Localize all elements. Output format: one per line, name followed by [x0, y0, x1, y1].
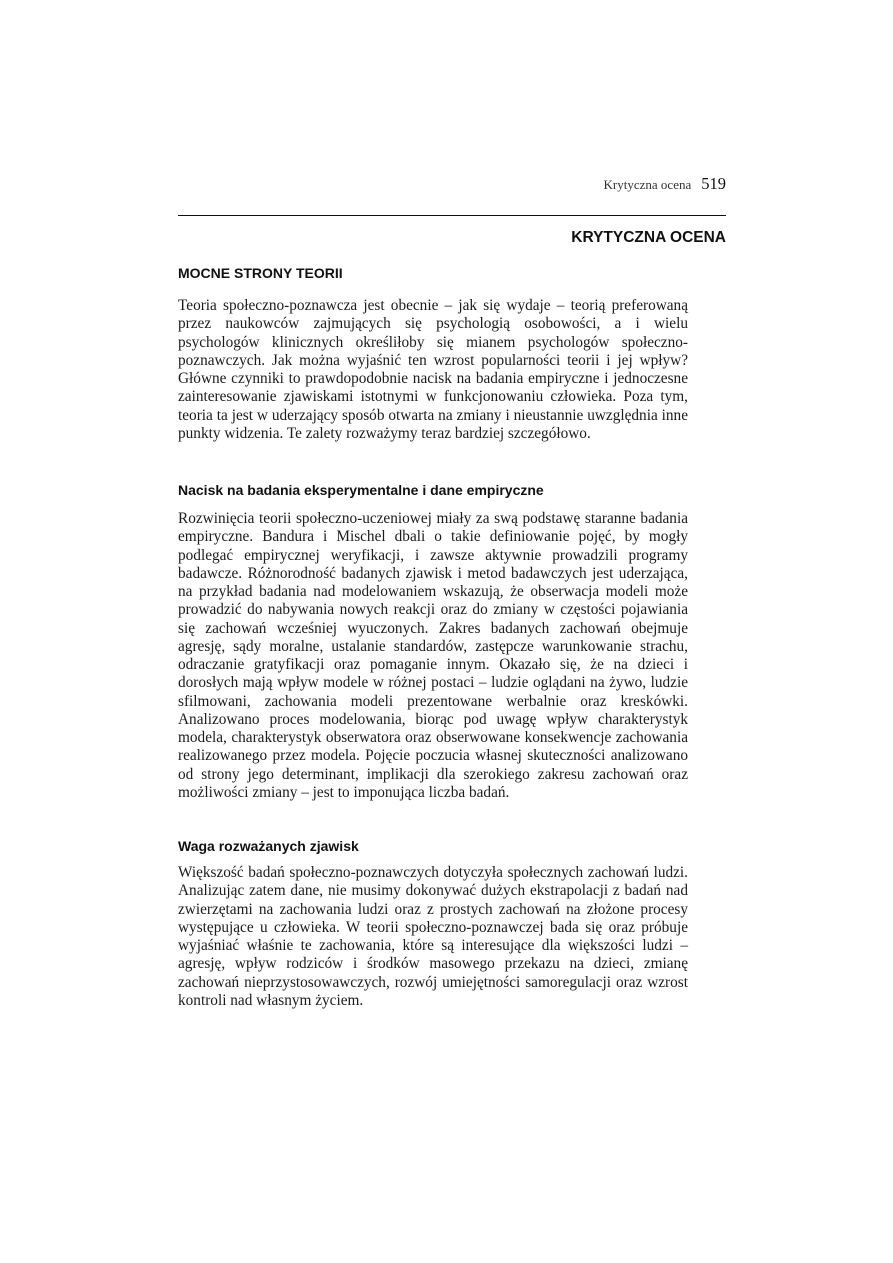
paragraph-empirical: Rozwinięcia teorii społeczno-uczeniowej miały za swą podstawę staranne badania empiryczne. Bandura i Mischel dbali o takie definiowanie pojęć, by mogły podlegać empirycznej weryfikacji, i zawsze aktywnie prowadzili programy badawcze. Różnorodność badanych zjawisk i metod badawczych jest uderzająca, na przykład badania nad modelowaniem wskazują, że obserwacja modeli może prowadzić do nabywania nowych reakcji oraz do zmiany w częstości pojawiania się zachowań wcześniej wyuczonych. Zakres badanych zachowań obejmuje agresję, sądy moralne, ustalanie standardów, zastępcze warunkowanie strachu, odraczanie gratyfikacji oraz pomaganie innym. Okazało się, że na dzieci i dorosłych mają wpływ modele w różnej postaci – ludzie oglądani na żywo, ludzie sfilmowani, zachowania modeli prezentowane werbalnie oraz kreskówki. Analizowano proces modelowania, biorąc pod uwagę wpływ charakterystyk modela, charakterystyk obserwatora oraz obserwowane konsekwencje zachowania realizowanego przez modela. Pojęcie poczucia własnej skuteczności analizowano od strony jego determinant, implikacji dla szerokiego zakresu zachowań oraz możliwości zmiany – jest to imponująca liczba badań. [178, 510, 688, 801]
book-page [178, 0, 726, 1263]
subsection-heading-importance: Waga rozważanych zjawisk [178, 838, 359, 854]
paragraph-importance: Większość badań społeczno-poznawczych dotyczyła społecznych zachowań ludzi. Analizując zatem dane, nie musimy dokonywać dużych ekstrapolacji z badań nad zwierzętami na zachowania ludzi oraz z prostych zachowań na złożone procesy występujące u człowieka. W teorii społeczno-poznawczej bada się oraz próbuje wyjaśniać właśnie te zachowania, które są interesujące dla większości ludzi – agresję, wpływ rodziców i środków masowego przekazu na dzieci, zmianę zachowań nieprzystosowawczych, rozwój umiejętności samoregulacji oraz wzrost kontroli nad własnym życiem. [178, 864, 688, 1009]
running-head-title: Krytyczna ocena [603, 177, 692, 192]
intro-paragraph: Teoria społeczno-poznawcza jest obecnie – jak się wydaje – teorią preferowaną przez naukowców zajmujących się psychologią osobowości, a i wielu psychologów klinicznych określiłoby się mianem psychologów społeczno-poznawczych. Jak można wyjaśnić ten wzrost popularności teorii i jej wpływ? Główne czynniki to prawdopodobnie nacisk na badania empiryczne i jednoczesne zainteresowanie zjawiskami istotnymi w funkcjonowaniu człowieka. Poza tym, teoria ta jest w uderzający sposób otwarta na zmiany i nieustannie uwzględnia inne punkty widzenia. Te zalety rozważymy teraz bardziej szczegółowo. [178, 297, 688, 442]
subsection-heading-empirical: Nacisk na badania eksperymentalne i dane empiryczne [178, 482, 544, 498]
header-rule [178, 215, 726, 216]
chapter-heading: KRYTYCZNA OCENA [571, 229, 726, 246]
section-heading: MOCNE STRONY TEORII [178, 265, 343, 281]
running-head [604, 174, 726, 196]
page-number: 519 [701, 174, 726, 193]
